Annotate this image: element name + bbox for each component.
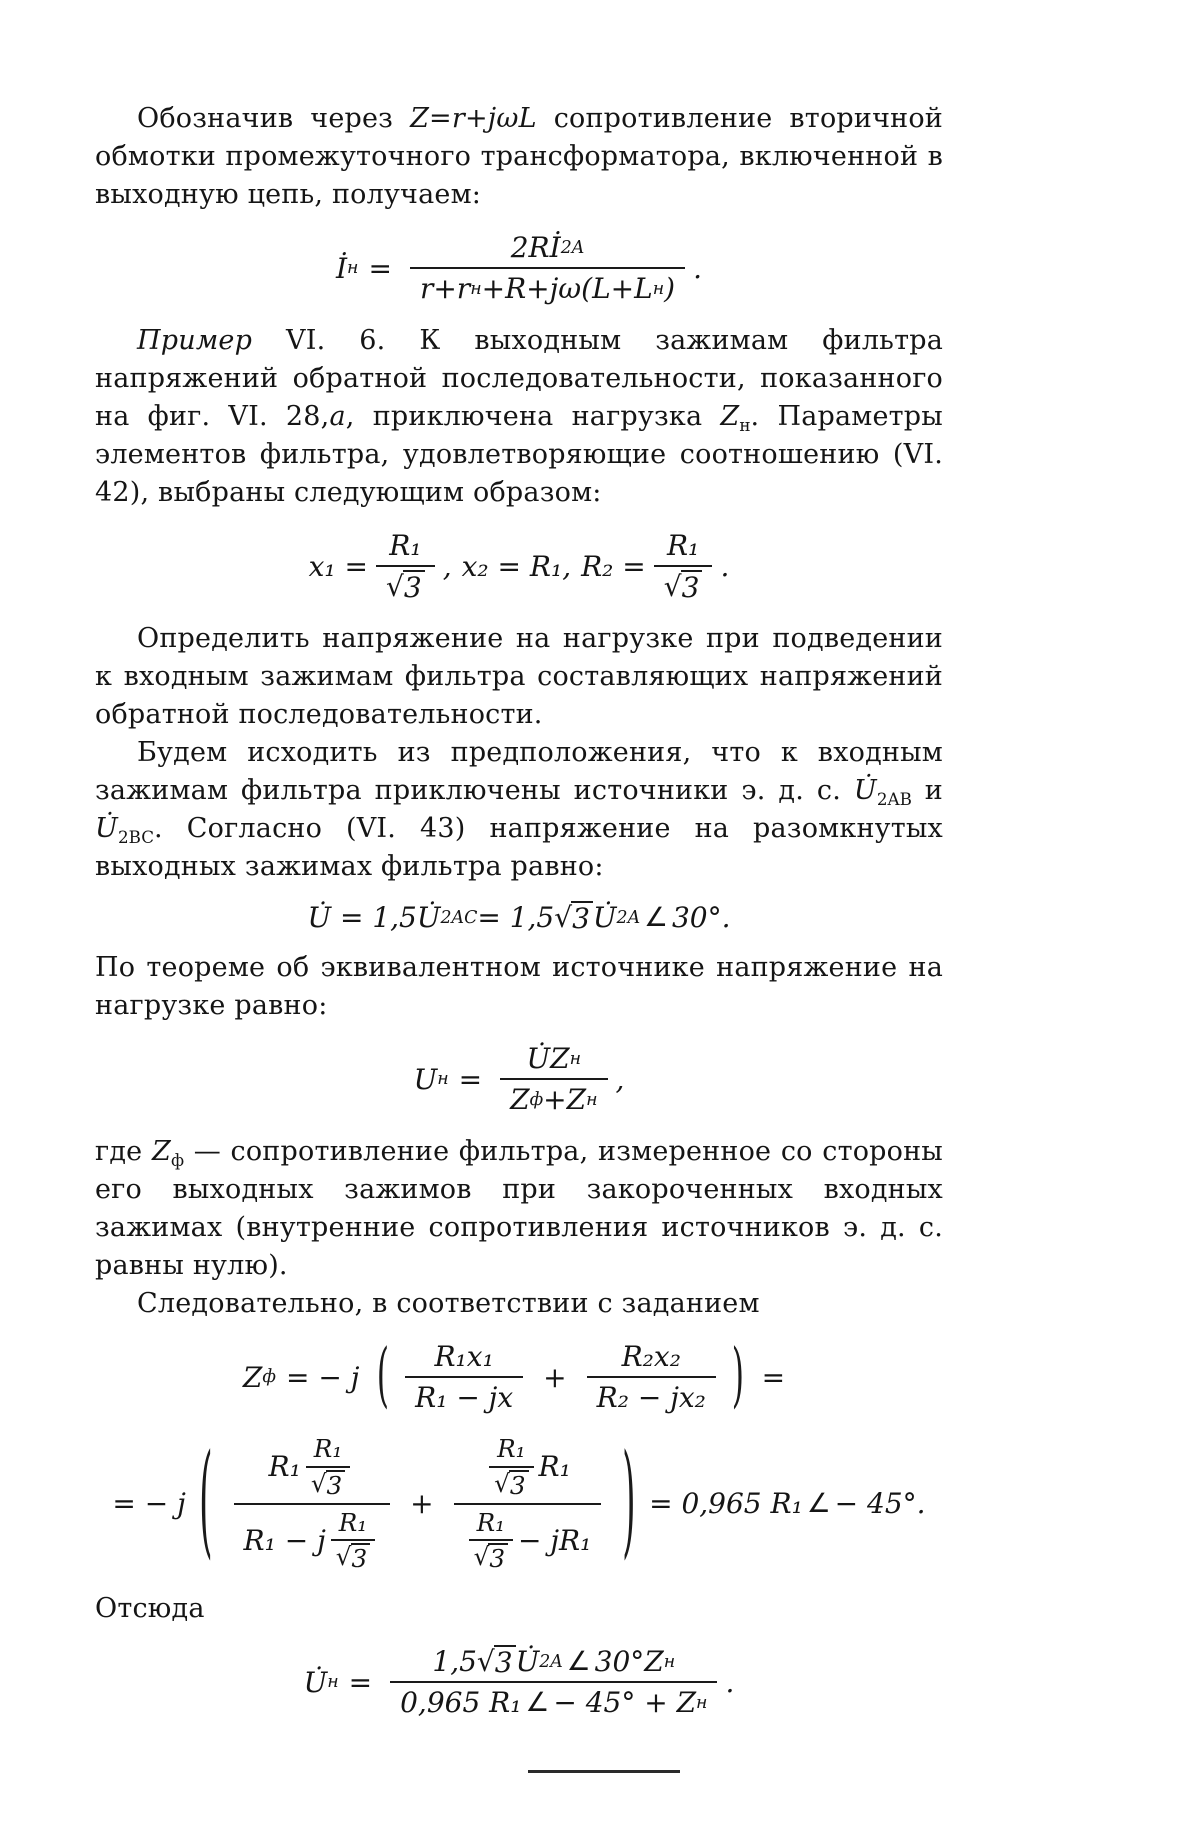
f2-x2: x₂ = R₁, [461,549,572,583]
impedance-text-2: — сопротивление фильтра, измеренное со стороны его выходных зажимов при закороченных входных зажимах (внутренние сопротивления источников э. д. с. равны нулю). [95,1136,943,1281]
f2-x1: x₁ = [308,549,369,583]
f5-b-den-text: R₂ − jx₂ [596,1381,706,1414]
hence-text: Отсюда [95,1593,205,1625]
radicand: 3 [488,1543,508,1572]
u2bc-symbol: U̇ [95,813,118,844]
f1-num-text: 2Rİ [510,231,561,264]
r1-symbol: R₁ [389,529,422,562]
radicand: 3 [494,1645,516,1677]
f5-a-den [405,1376,523,1417]
f2-frac1-num [376,526,435,565]
nested-fraction [306,1433,350,1501]
u2bc-sub: 2BC [117,826,155,847]
inline-formula-z: Z=r+jωL [410,103,537,134]
f1-period: . [693,251,702,285]
paragraph-assumption [95,734,943,886]
nested-fraction [331,1507,375,1575]
f4-lhs: U [413,1062,438,1096]
f1-den-a: r+r [419,272,471,305]
assumption-text-2: и [911,775,943,806]
radicand: 3 [326,1470,346,1499]
r1-symbol: R₁ [666,529,700,562]
radicand: 3 [681,570,703,602]
radicand: 3 [351,1543,371,1572]
f6-result-angle: − 45° [834,1487,917,1521]
f7-fraction [390,1642,717,1722]
f5-equals-minus-j: = − j [285,1360,360,1394]
f5-a-num-text: R₁x₁ [434,1340,494,1373]
intro-text-1: Обозначив через [137,103,411,134]
f1-den-c: ) [664,272,676,305]
f4-den-b: +Z [543,1083,587,1116]
paragraph-filter-impedance [95,1133,943,1285]
radical-icon: √ [554,901,573,934]
r1-symbol: R₁ [497,1434,526,1463]
f2-frac2-num [654,526,713,565]
theorem-text: По теореме об эквивалентном источнике напряжение на нагрузке равно: [95,952,943,1021]
f7-lhs: U̇ [303,1665,328,1699]
paragraph-theorem [95,949,943,1025]
f5-lhs: Z [242,1360,263,1394]
formula-load-voltage-result: U̇ н = 1,5 √ 3 U̇ 2A ∠ 30° Z н 0,965 R₁ ∠ − 45° + Z н . [95,1642,943,1722]
angle-icon: ∠ [566,1646,591,1678]
impedance-text-1: где [95,1136,152,1167]
f7-num-deg: 30° [594,1645,645,1679]
example-label: Пример [137,325,253,356]
f5-fraction-a [405,1337,523,1417]
f6-c-num-r1: R₁ [268,1450,301,1484]
r1-symbol: R₁ [338,1507,368,1537]
task-text: Определить напряжение на нагрузке при подведении к входным зажимам фильтра составляющих напряжений обратной последовательности. [95,623,943,730]
f3-period: . [721,901,731,934]
r1-symbol: R₁ [313,1434,343,1463]
f4-equals: = [458,1062,483,1096]
f5-a-num [405,1337,523,1376]
example-text-2: , приключена нагрузка [345,401,721,432]
f6-d-den [454,1503,602,1577]
f5-b-num-text: R₂x₂ [621,1340,681,1373]
f6-result: = 0,965 R₁ [649,1487,803,1521]
load-symbol-sub: н [739,414,751,435]
nested-fraction [469,1507,513,1575]
load-symbol: Z [720,401,740,432]
f7-den-text: − 45° + Z [553,1686,697,1720]
angle-icon: ∠ [806,1487,831,1519]
f2-comma: , [442,549,452,583]
formula-filter-impedance-expanded [95,1431,943,1576]
f4-fraction [500,1039,607,1119]
zf-sub: ф [170,1149,185,1170]
formula-load-current: İ н = 2Rİ 2A r+r н +R+jω(L+L н ) . [95,228,943,308]
assumption-text-1: Будем исходить из предположения, что к входным зажимам фильтра приключены источники э. д. с. [95,737,943,806]
f1-fraction [410,228,685,308]
f1-lhs: İ [335,251,348,285]
f6-d-num [454,1431,602,1503]
f2-period: . [720,549,730,583]
right-paren: ) [731,1335,744,1418]
radical-icon: √ [310,1468,327,1498]
paragraph-consequently [95,1285,943,1323]
example-text-1: VI. 6. К выходным зажимам фильтра напряжений обратной последовательности, показанного на фиг. VI. 28, [95,325,943,432]
f3-mid: = 1,5 [477,901,555,934]
radical-icon: √ [386,570,404,603]
f4-comma: , [615,1062,625,1096]
paragraph-example [95,322,943,512]
page-content [95,100,943,1773]
f6-fraction-d [454,1431,602,1576]
example-text-3: . Параметры элементов фильтра, удовлетворяющие соотношению (VI. 42), выбраны следующим образом: [95,401,943,508]
f1-denominator: r+r н +R+jω(L+L н ) [410,267,685,308]
f5-fraction-b [587,1337,716,1417]
left-paren: ( [198,1430,213,1575]
f7-denominator: 0,965 R₁ ∠ − 45° + Z н [390,1681,717,1722]
f6-c-num [234,1431,391,1503]
f5-trailing-equals: = [761,1360,786,1394]
f1-numerator: 2Rİ 2A [510,231,585,264]
radical-icon: √ [473,1542,490,1572]
formula-filter-parameters [95,526,943,606]
intro-text-2: сопротивление вторичной обмотки промежуточного трансформатора, включенной в выходную цепь, получаем: [95,103,943,210]
formula-load-voltage-theorem: U н = U̇Z н Z ф +Z н , [95,1039,943,1119]
f4-denominator: Z ф +Z н [500,1078,607,1119]
f5-a-den-text: R₁ − jx [415,1381,514,1414]
f6-fraction-c [234,1431,391,1576]
u2ab-symbol: U̇ [853,775,877,806]
f4-den-a: Z [510,1083,530,1116]
paragraph-hence [95,1590,943,1628]
plus-sign: + [410,1487,434,1521]
f6-d-num-r1: R₁ [538,1450,571,1484]
formula-open-circuit-voltage: U̇ = 1,5U̇ 2AC = 1,5 √ 3 U̇ 2A ∠ 30° . [307,901,731,936]
f7-num-z: Z [644,1645,664,1679]
paragraph-task [95,620,943,734]
f6-c-den-text: R₁ − j [243,1523,326,1557]
f6-d-den-text: − jR₁ [518,1523,592,1557]
radical-icon: √ [335,1542,352,1572]
radicand: 3 [571,901,593,933]
f2-fraction-1 [376,526,435,606]
f1-den-b: +R+jω(L+L [481,272,653,305]
f2-frac1-den [376,565,435,606]
right-paren: ) [622,1430,636,1575]
f5-b-num [587,1337,716,1376]
plus-sign: + [543,1360,567,1394]
f7-num-coef: 1,5 [432,1645,477,1679]
nested-fraction [489,1433,533,1501]
f2-fraction-2 [654,526,713,606]
assumption-text-3: . Согласно (VI. 43) напряжение на разомкнутых выходных зажимах фильтра равно: [95,813,943,882]
f3-lead: U̇ = 1,5U̇ [307,901,441,934]
f7-numerator: 1,5 √ 3 U̇ 2A ∠ 30° Z н [432,1645,676,1680]
zf-symbol: Z [151,1136,171,1167]
f6-c-den [234,1503,391,1577]
radical-icon: √ [476,1645,495,1679]
f4-numerator: U̇Z н [526,1042,582,1075]
consequently-text: Следовательно, в соответствии с заданием [137,1288,760,1319]
radicand: 3 [509,1470,529,1499]
f4-num-text: U̇Z [526,1042,570,1075]
radical-icon: √ [494,1468,510,1498]
formula-filter-impedance: Z ф = − j ( $\frac{\text{R₁x₁}}{\text{R₁ − jx}}$ + $\frac{\text{R₂x₂}}{\text{R₂ − jx₂}}$ ) = [95,1337,943,1417]
angle-icon: ∠ [525,1687,550,1719]
f7-den-coef: 0,965 R₁ [400,1686,522,1720]
radicand: 3 [403,570,425,602]
f5-b-den [587,1376,716,1417]
u2ab-sub: 2AB [876,788,912,809]
f7-equals: = [348,1665,373,1699]
f3-degrees: 30° [671,901,722,934]
f7-period: . [725,1665,735,1699]
section-divider [528,1770,680,1773]
paragraph-intro [95,100,943,214]
angle-icon: ∠ [644,901,668,933]
f2-r2: R₂ = [581,549,646,583]
f2-frac2-den [654,565,713,606]
f6-period: . [916,1487,926,1521]
f3-u2a: U̇ [592,901,617,934]
radical-icon: √ [663,570,682,603]
f6-lead: = − j [112,1487,186,1521]
left-paren: ( [377,1335,390,1418]
figure-letter: а [329,401,346,432]
r1-symbol: R₁ [476,1507,506,1537]
f7-num-u: U̇ [515,1645,540,1679]
f1-equals: = [368,251,392,285]
